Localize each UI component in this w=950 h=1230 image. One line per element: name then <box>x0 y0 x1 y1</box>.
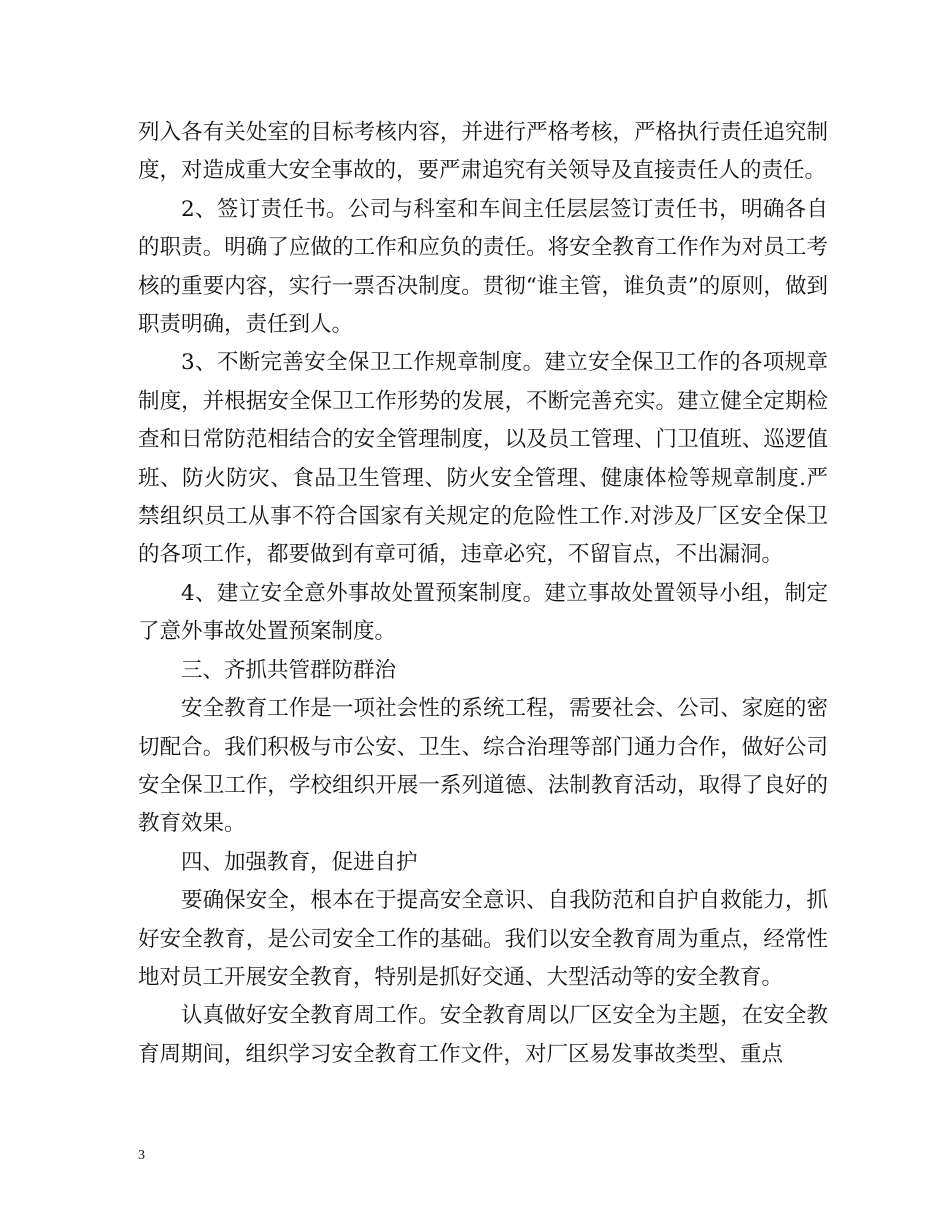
paragraph-5: 安全教育工作是一项社会性的系统工程，需要社会、公司、家庭的密切配合。我们积极与市公安、卫生、综合治理等部门通力合作，做好公司安全保卫工作，学校组织开展一系列道德、法制教育活动，取得了良好的教育效果。 <box>138 696 828 837</box>
paragraph-3: 3、不断完善安全保卫工作规章制度。建立安全保卫工作的各项规章制度，并根据安全保卫工作形势的发展，不断完善充实。建立健全定期检查和日常防范相结合的安全管理制度，以及员工管理、门卫值班、巡逻值班、防火防灾、食品卫生管理、防火安全管理、健康体检等规章制度.严禁组织员工从事不符合国家有关规定的危险性工作.对涉及厂区安全保卫的各项工作，都要做到有章可循，违章必究，不留盲点，不出漏洞。 <box>138 350 828 568</box>
paragraph-4: 4、建立安全意外事故处置预案制度。建立事故处置领导小组，制定了意外事故处置预案制度。 <box>138 580 828 645</box>
page-number: 3 <box>138 1148 145 1163</box>
document-body <box>138 114 828 1074</box>
paragraph-6: 要确保安全，根本在于提高安全意识、自我防范和自护自救能力，抓好安全教育，是公司安全工作的基础。我们以安全教育周为重点，经常性地对员工开展安全教育，特别是抓好交通、大型活动等的安全教育。 <box>138 888 828 990</box>
paragraph-1: 列入各有关处室的目标考核内容，并进行严格考核，严格执行责任追究制度，对造成重大安全事故的，要严肃追究有关领导及直接责任人的责任。 <box>138 120 828 184</box>
paragraph-7: 认真做好安全教育周工作。安全教育周以厂区安全为主题，在安全教育周期间，组织学习安全教育工作文件，对厂区易发事故类型、重点 <box>138 1003 828 1067</box>
section-heading-4: 四、加强教育，促进自护 <box>181 849 418 875</box>
paragraph-2: 2、签订责任书。公司与科室和车间主任层层签订责任书，明确各自的职责。明确了应做的工作和应负的责任。将安全教育工作作为对员工考核的重要内容，实行一票否决制度。贯彻“谁主管，谁负责”的原则，做到职责明确，责任到人。 <box>138 196 828 338</box>
section-heading-3: 三、齐抓共管群防群治 <box>181 657 397 683</box>
